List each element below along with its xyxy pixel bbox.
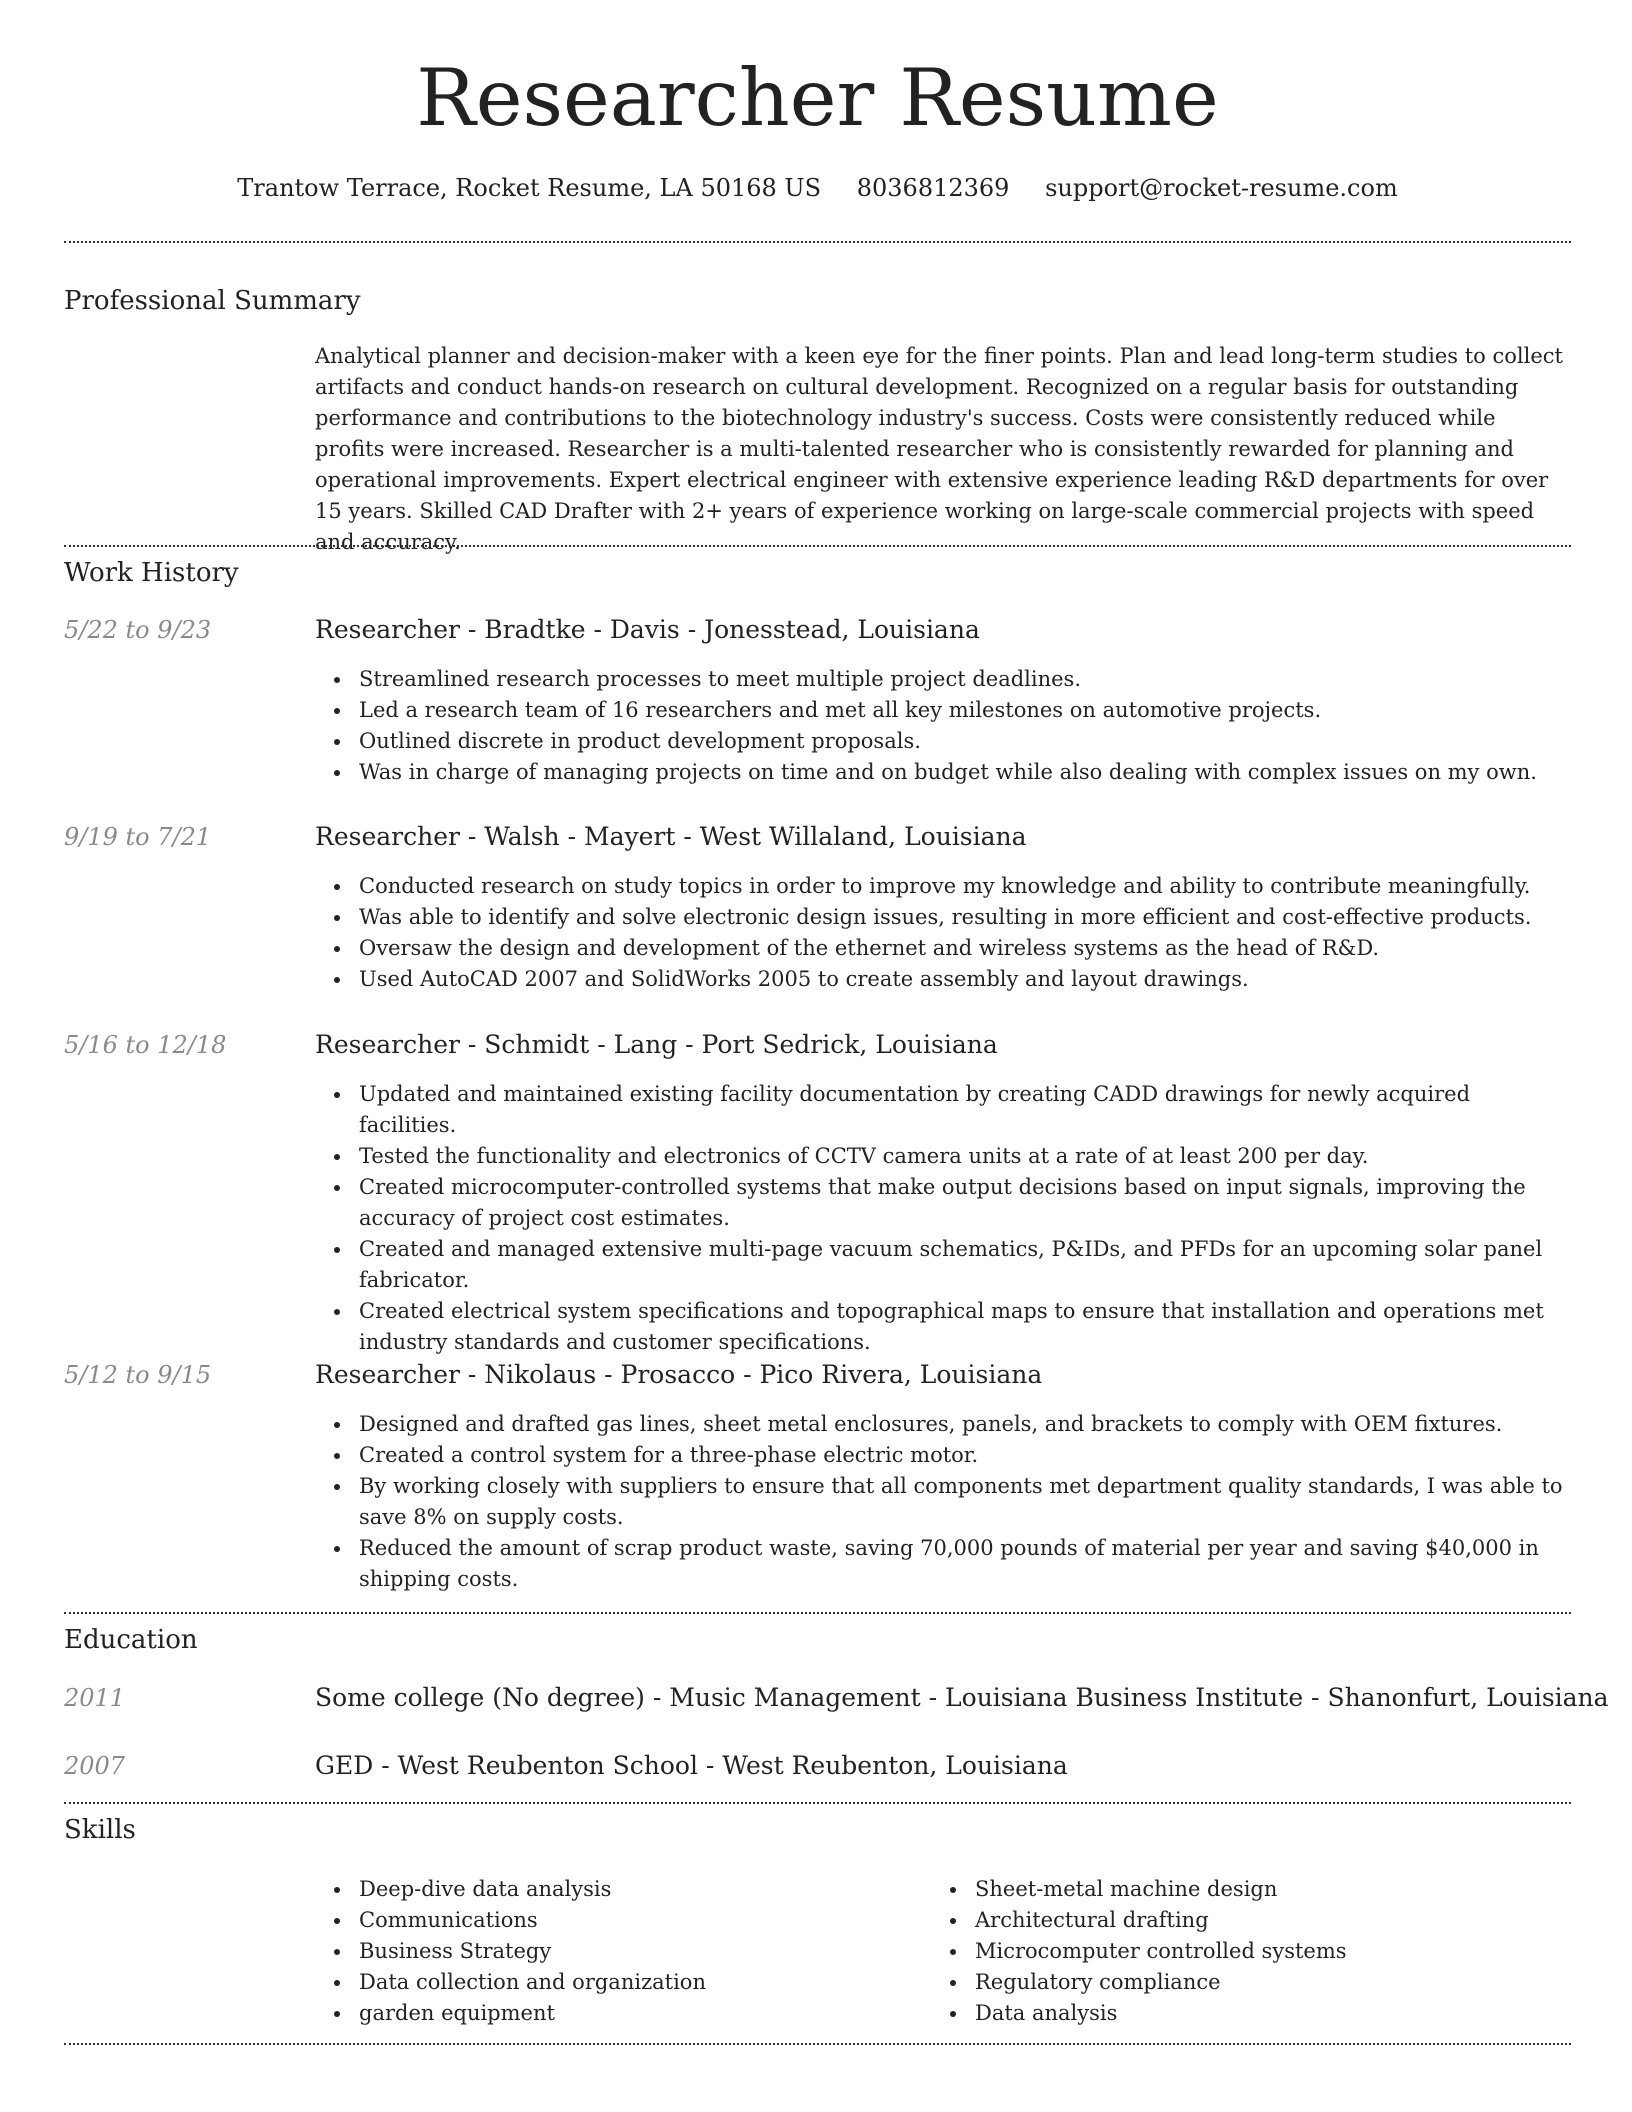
list-item: Streamlined research processes to meet multiple project deadlines.: [359, 664, 1571, 695]
section-title-summary: Professional Summary: [64, 286, 361, 316]
job-bullets: [315, 1409, 1571, 1595]
job-title: Researcher - Nikolaus - Prosacco - Pico Rivera, Louisiana: [315, 1360, 1043, 1389]
skill-item: Communications: [359, 1905, 919, 1936]
list-item: Designed and drafted gas lines, sheet metal enclosures, panels, and brackets to comply with OEM fixtures.: [359, 1409, 1571, 1440]
list-item: Was in charge of managing projects on time and on budget while also dealing with complex issues on my own.: [359, 757, 1571, 788]
list-item: Tested the functionality and electronics of CCTV camera units at a rate of at least 200 per day.: [359, 1141, 1571, 1172]
job-bullets: [315, 1079, 1571, 1358]
contact-phone: 8036812369: [856, 174, 1010, 202]
contact-info: [64, 168, 1571, 208]
job-date: 9/19 to 7/21: [64, 823, 212, 851]
list-item: Created microcomputer-controlled systems that make output decisions based on input signals, improving the accuracy of project cost estimates.: [359, 1172, 1571, 1234]
skill-item: Sheet-metal machine design: [975, 1874, 1571, 1905]
section-title-education: Education: [64, 1625, 198, 1655]
divider: [64, 1802, 1571, 1804]
section-title-skills: Skills: [64, 1815, 136, 1845]
education-year: 2011: [64, 1684, 126, 1712]
job-date: 5/22 to 9/23: [64, 616, 212, 644]
skill-item: Data analysis: [975, 1998, 1571, 2029]
list-item: Was able to identify and solve electronic design issues, resulting in more efficient and cost-effective products.: [359, 902, 1571, 933]
list-item: By working closely with suppliers to ensure that all components met department quality standards, I was able to save 8% on supply costs.: [359, 1471, 1571, 1533]
skill-item: Microcomputer controlled systems: [975, 1936, 1571, 1967]
page-title: Researcher Resume: [416, 52, 1219, 144]
skill-item: Regulatory compliance: [975, 1967, 1571, 1998]
job-title: Researcher - Schmidt - Lang - Port Sedrick, Louisiana: [315, 1030, 998, 1059]
job-title: Researcher - Bradtke - Davis - Jonesstead, Louisiana: [315, 615, 980, 644]
job-bullets: [315, 871, 1571, 995]
list-item: Outlined discrete in product development proposals.: [359, 726, 1571, 757]
job-title: Researcher - Walsh - Mayert - West Willaland, Louisiana: [315, 822, 1027, 851]
list-item: Created electrical system specifications and topographical maps to ensure that installation and operations met industry standards and customer specifications.: [359, 1296, 1571, 1358]
skill-item: Data collection and organization: [359, 1967, 919, 1998]
skill-item: Deep-dive data analysis: [359, 1874, 919, 1905]
skill-item: Business Strategy: [359, 1936, 919, 1967]
divider: [64, 241, 1571, 243]
skills-list-right: [931, 1874, 1571, 2029]
list-item: Conducted research on study topics in order to improve my knowledge and ability to contribute meaningfully.: [359, 871, 1571, 902]
education-title: GED - West Reubenton School - West Reubenton, Louisiana: [315, 1751, 1068, 1780]
skills-list-left: [315, 1874, 919, 2029]
list-item: Led a research team of 16 researchers and met all key milestones on automotive projects.: [359, 695, 1571, 726]
list-item: Updated and maintained existing facility documentation by creating CADD drawings for newly acquired facilities.: [359, 1079, 1571, 1141]
summary-text: Analytical planner and decision-maker with a keen eye for the finer points. Plan and lead long-term studies to collect artifacts and conduct hands-on research on cultural development. Recognized on a regular basis for outstanding performance and contributions to the biotechnology industry's success. Costs were consistently reduced while profits were increased. Researcher is a multi-talented researcher who is consistently rewarded for planning and operational improvements. Expert electrical engineer with extensive experience leading R&D departments for over 15 years. Skilled CAD Drafter with 2+ years of experience working on large-scale commercial projects with speed and accuracy.: [315, 344, 1563, 554]
skill-item: Architectural drafting: [975, 1905, 1571, 1936]
job-bullets: [315, 664, 1571, 788]
contact-address: Trantow Terrace, Rocket Resume, LA 50168 US: [237, 174, 822, 202]
job-date: 5/16 to 12/18: [64, 1031, 227, 1059]
list-item: Created and managed extensive multi-page vacuum schematics, P&IDs, and PFDs for an upcoming solar panel fabricator.: [359, 1234, 1571, 1296]
job-date: 5/12 to 9/15: [64, 1361, 212, 1389]
divider: [64, 1612, 1571, 1614]
divider: [64, 2043, 1571, 2045]
list-item: Reduced the amount of scrap product waste, saving 70,000 pounds of material per year and saving $40,000 in shipping costs.: [359, 1533, 1571, 1595]
education-year: 2007: [64, 1752, 126, 1780]
contact-email: support@rocket-resume.com: [1045, 174, 1398, 202]
divider: [64, 545, 1571, 547]
list-item: Oversaw the design and development of the ethernet and wireless systems as the head of R&D.: [359, 933, 1571, 964]
section-title-work: Work History: [64, 558, 239, 588]
education-title: Some college (No degree) - Music Management - Louisiana Business Institute - Shanonfurt, Louisiana: [315, 1683, 1609, 1712]
skill-item: garden equipment: [359, 1998, 919, 2029]
list-item: Used AutoCAD 2007 and SolidWorks 2005 to create assembly and layout drawings.: [359, 964, 1571, 995]
list-item: Created a control system for a three-phase electric motor.: [359, 1440, 1571, 1471]
